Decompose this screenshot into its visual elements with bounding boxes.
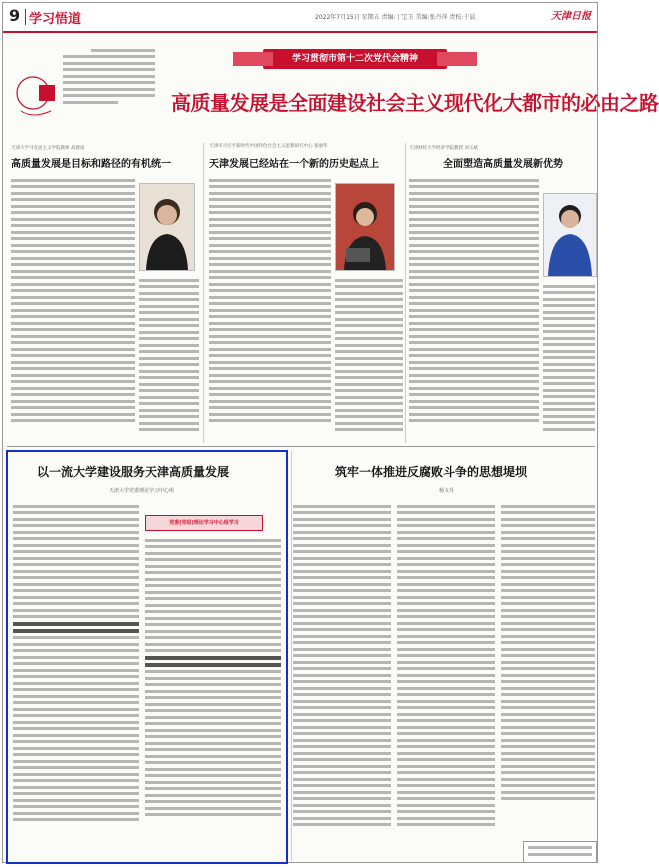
main-headline: 高质量发展是全面建设社会主义现代化大都市的必由之路: [171, 91, 659, 115]
author-note-box: [523, 841, 597, 863]
author-photo: [335, 183, 395, 271]
article-body: [543, 281, 595, 445]
section-title: 学习悟道: [29, 12, 82, 27]
author-photo: [139, 183, 195, 271]
article-body: [335, 275, 403, 445]
dateline: 2022年7月15日 星期五 责编:丁宝玉 美编:张丹萍 责校:于晨: [315, 14, 476, 21]
section-divider: [7, 446, 595, 447]
page-header: [3, 3, 597, 33]
article-title: 高质量发展是目标和路径的有机统一: [11, 159, 171, 170]
article-author: 天津市习近平新时代中国特色社会主义思想研究中心 张丽华: [209, 144, 328, 149]
article-author: 天津大学党委理论学习中心组: [109, 488, 175, 494]
article-author: 天津财经大学经济学院教授 刘玉斌: [409, 146, 478, 151]
article-author: 杨文丹: [439, 488, 455, 494]
page-number: 9: [9, 6, 21, 25]
newspaper-page: [2, 2, 659, 863]
article-body: [409, 175, 539, 445]
header-divider: [25, 9, 26, 25]
column-banner: 党委(党组)理论学习中心组学习: [145, 515, 263, 531]
article-body: [13, 501, 139, 859]
article-body: [11, 175, 135, 445]
masthead: 天津日报: [551, 11, 591, 22]
article-body: [397, 501, 495, 859]
article-body: [293, 501, 391, 859]
column-divider: [405, 143, 406, 443]
topic-banner: 学习贯彻市第十二次党代会精神: [263, 49, 447, 69]
column-divider: [291, 451, 292, 861]
article-body: [501, 501, 595, 837]
article-title: 筑牢一体推进反腐败斗争的思想堤坝: [335, 465, 528, 479]
article-title: 天津发展已经站在一个新的历史起点上: [209, 159, 379, 170]
article-title: 以一流大学建设服务天津高质量发展: [37, 465, 230, 479]
author-photo: [543, 193, 597, 277]
article-body: [209, 175, 331, 445]
intro-paragraph: [63, 45, 155, 107]
article-author: 天津大学马克思主义学院教师 高建南: [11, 146, 85, 151]
article-body: [145, 535, 281, 859]
article-body: [139, 275, 199, 445]
column-divider: [203, 143, 204, 443]
logo-emblem-icon: [11, 65, 61, 125]
article-title: 全面塑造高质量发展新优势: [443, 159, 563, 170]
